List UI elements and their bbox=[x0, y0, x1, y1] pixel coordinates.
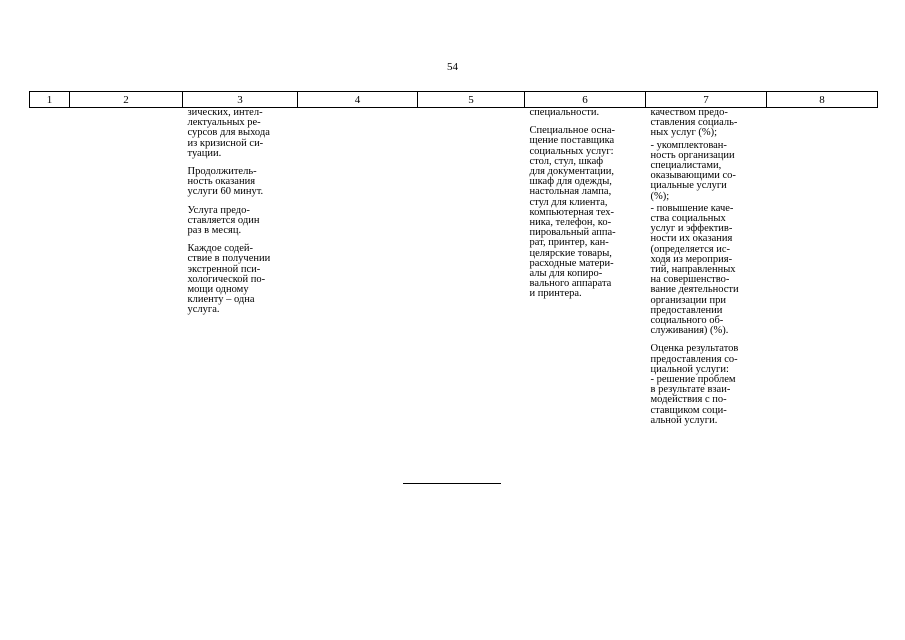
special-equipment: Специальное осна- щение поставщика социальных услуг: стол, стул, шкаф для документации, шкаф для одежды, настольная лампа, стул для клиента, компьютерная тех- ника, телефон, ко- пировальный аппа- рат, принтер, кан- целярские товары, расходные матери- алы для копиро- вального аппарата и принтера. bbox=[529, 125, 616, 300]
column-header-6: 6 bbox=[525, 92, 646, 108]
cell-col-3 bbox=[183, 108, 298, 435]
cell-col-5 bbox=[418, 108, 525, 435]
service-frequency: Услуга предо- ставляется один раз в месяц. bbox=[187, 204, 260, 237]
column-header-1: 1 bbox=[30, 92, 70, 108]
cell-col-8 bbox=[767, 108, 878, 435]
column-header-2: 2 bbox=[70, 92, 183, 108]
cell-col-6 bbox=[525, 108, 646, 435]
service-duration: Продолжитель- ность оказания услуги 60 минут. bbox=[187, 166, 264, 198]
result-evaluation: Оценка результатов предоставления со- циальной услуги: - решение проблем в результате взаи- модействия с по- ставщиком соци- альной услуги. bbox=[650, 343, 739, 426]
quality-indicator-improvement: - повышение каче- ства социальных услуг и эффектив- ности их оказания (определяется ис- ходя из мероприя- тий, направленных на совершенство- вание деятельности организации при предоставлении социального об- служивания) (%). bbox=[650, 202, 739, 337]
page-number: 54 bbox=[447, 61, 458, 73]
table-row bbox=[30, 108, 878, 435]
cell-col-2 bbox=[70, 108, 183, 435]
specialist-requirement: специальности. bbox=[529, 107, 600, 118]
cell-col-7 bbox=[646, 108, 767, 435]
column-header-5: 5 bbox=[418, 92, 525, 108]
cell-col-4 bbox=[298, 108, 418, 435]
footnote-separator bbox=[403, 483, 501, 484]
column-header-3: 3 bbox=[183, 92, 298, 108]
service-text: зических, интел- лектуальных ре- сурсов для выхода из кризисной си- туации. bbox=[187, 107, 270, 159]
column-header-7: 7 bbox=[646, 92, 767, 108]
column-header-8: 8 bbox=[767, 92, 878, 108]
cell-col-1 bbox=[30, 108, 70, 435]
column-number-row bbox=[30, 92, 878, 108]
column-header-4: 4 bbox=[298, 92, 418, 108]
services-table bbox=[29, 91, 878, 434]
quality-indicator-satisfaction: качеством предо- ставления социаль- ных услуг (%); bbox=[650, 107, 738, 139]
service-unit: Каждое содей- ствие в получении экстренной пси- хологической по- мощи одному клиенту – одна услуга. bbox=[187, 243, 271, 316]
quality-indicator-staffing: - укомплектован- ность организации специалистами, оказывающими со- циальные услуги (%); bbox=[650, 139, 736, 202]
